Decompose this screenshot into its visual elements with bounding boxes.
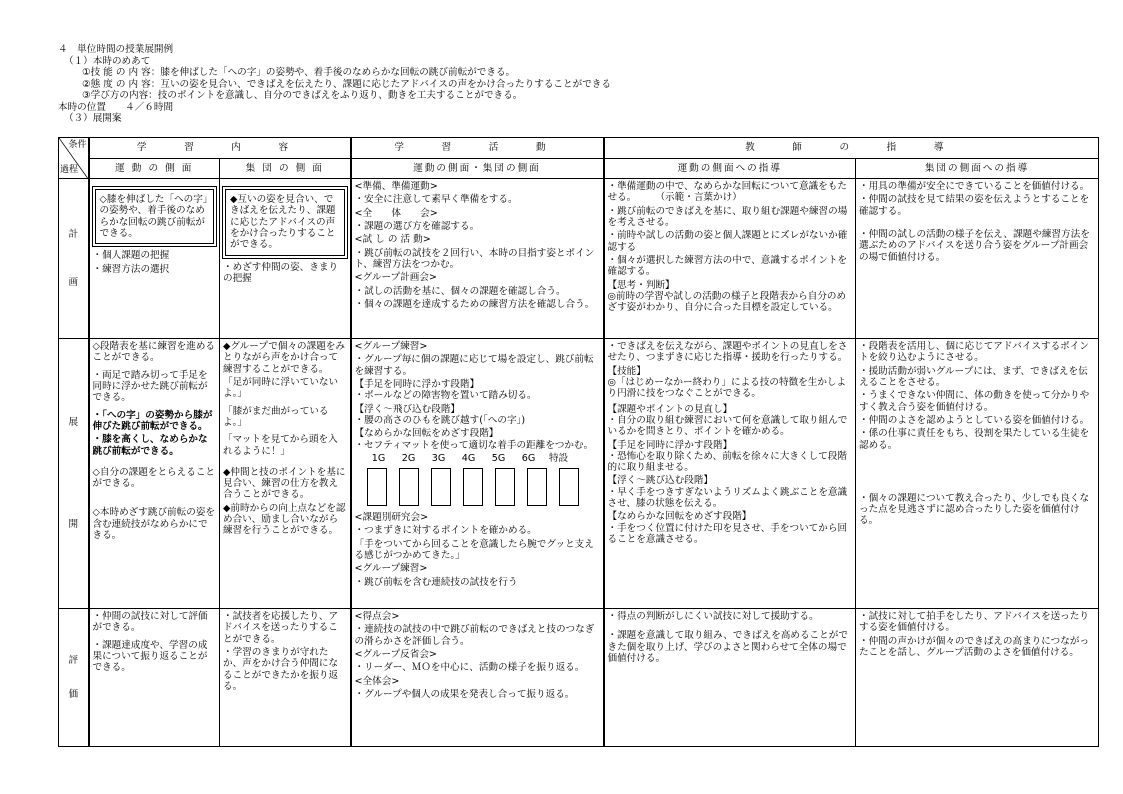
text-line: <試 し の 活 動> — [354, 234, 431, 246]
eval-motor-guidance — [604, 609, 856, 747]
text-line: ・準備運動の中で、なめらかな回転について意識をもたせる。 （示範・言葉かけ） — [607, 181, 847, 204]
plan-motor-content — [89, 179, 220, 339]
row-evaluation — [59, 609, 1099, 747]
header-group-aspect: 集 団 の 側 面 — [220, 159, 351, 179]
text-line: ・仲間の声かけが個々のできばえの高まりにつながったことを話し、グループ活動のよさを価値付ける。 — [859, 635, 1090, 658]
corner-bottom-label: 過程 — [60, 165, 79, 176]
text-line: 【なめらかな回転をめざす段階】 — [354, 428, 499, 440]
text-line: ・個々が選択した練習方法の中で、意識するポイントを確認する。 — [607, 254, 848, 278]
text-line: ・段階表を活用し、個に応じてアドバイスするポイントを絞り込むようにさせる。 — [859, 341, 1089, 364]
plan-motor-item: ・練習方法の選択 — [92, 263, 170, 275]
header-learning-activity: 学 習 活 動 — [351, 138, 604, 159]
text-line: 開 — [68, 518, 79, 530]
plan-group-guidance — [856, 179, 1099, 339]
plan-motor-item: ・個人課題の把握 — [92, 250, 170, 262]
text-line: 【浮く～跳び込む段階】 — [607, 475, 714, 487]
plan-motor-goal-box: ◇膝を伸ばした「への字」の姿勢や、着手後のなめらかな回転の跳び前転ができる。 — [95, 189, 215, 244]
text-line: ・仲間の試技を見て結果の姿を伝えようとすることを確認する。 — [859, 194, 1090, 217]
lesson-plan-table — [58, 137, 1099, 747]
dev-motor-content — [89, 339, 220, 609]
text-line: <準備、準備運動> — [354, 181, 438, 192]
plan-group-content — [220, 179, 351, 339]
document-header — [58, 44, 1098, 125]
text-line: <グループ計画会> — [354, 272, 437, 284]
header-learning-content: 学 習 内 容 — [89, 138, 351, 159]
dev-group-content — [220, 339, 351, 609]
text-line: ◆仲間と技のポイントを基に見合い、練習の仕方を教え合うことができる。 — [223, 466, 346, 501]
text-line: ・つまずきに対するポイントを確かめる。 — [354, 525, 537, 537]
text-line: ・試しの活動を基に、個々の課題を確認し合う。 — [354, 285, 566, 297]
grade-labels — [355, 453, 600, 464]
text-line: ◎前時の学習や試しの活動の様子と段階表から自分のめざす姿がわかり、自分に合った目標を設定している。 — [607, 290, 847, 314]
text-line: ◎「はじめーなかー終わり」による技の特徴を生かしより円滑に技をつなぐことができる。 — [607, 376, 847, 400]
text-line: <グループ練習> — [354, 563, 428, 575]
text-line: ・課題の選び方を確認する。 — [354, 220, 480, 232]
text-line: 【浮く～飛び込む段階】 — [354, 403, 461, 415]
text-line: <グループ反省会> — [354, 648, 437, 660]
grade-label: 1G — [371, 452, 386, 464]
text-line: 「手をついてから回ることを意識したら腕でグッと支える感じがつかめてきた。」 — [354, 538, 594, 562]
lesson-position: 本時の位置 ４／６時間 — [58, 101, 174, 113]
corner-top-label: 条件 — [68, 140, 87, 150]
goal-attitude: ②態 度 の 内 容：互いの姿を見合い、できばえを伝えたり、課題に応じたアドバイスの声をかけ合ったりすることができる — [82, 78, 611, 90]
text-line: ・前時や試しの活動の姿と個人課題とにズレがないか確認する — [607, 230, 848, 253]
text-line: ◇自分の課題をとらえることができる。 — [92, 466, 216, 490]
section-title: ４ 単位時間の授業展開例 — [58, 44, 174, 55]
text-line: 「足が同時に浮いていないよ。」 — [223, 376, 339, 400]
text-line: ・安全に注意して素早く準備をする。 — [354, 194, 518, 206]
text-line: ・個々の課題について教え合ったり、少しでも良くなった点を見逃さずに認め合ったりした姿を価値付ける。 — [859, 492, 1090, 527]
text-line: 「膝がまだ曲がっているよ。」 — [223, 405, 329, 428]
text-line: ・両足で踏み切って手足を同時に浮かせた跳び前転ができる。 — [92, 369, 208, 404]
header-teacher-guidance: 教 師 の 指 導 — [604, 138, 1099, 159]
plan-heading: （３）展開案 — [64, 113, 122, 124]
text-line: <全体会> — [354, 675, 400, 687]
text-line: 価 — [68, 688, 79, 700]
text-line: <得点会> — [354, 611, 400, 622]
text-line: ・学習のきまりが守れたか、声をかけ合う仲間になることができたかを振り返る。 — [223, 646, 339, 692]
text-line: ・仲間の試技に対して評価ができる。 — [92, 611, 208, 634]
grade-label: 5G — [491, 452, 506, 464]
header-motor-group-aspect: 運動の側面・集団の側面 — [351, 159, 604, 179]
text-line: 【課題やポイントの見直し】 — [607, 403, 733, 415]
station-box — [495, 468, 515, 506]
text-line: ・課題を意識して取り組み、できばえを高めることができた個を取り上げ、学びのよさと関わらせて全体の場で価値付ける。 — [607, 630, 848, 664]
grade-label: 2G — [401, 452, 416, 464]
station-box — [431, 468, 451, 506]
eval-group-content — [220, 609, 351, 747]
row-label-evaluation — [59, 609, 89, 747]
text-line: ・跳び前転の試技を２回行い、本時の目指す姿とポイント、練習方法をつかむ。 — [354, 247, 595, 270]
text-line: 【思考・判断】 — [607, 279, 675, 291]
text-line: ・グループ毎に個の課題に応じて場を設定し、跳び前転を練習する。 — [354, 354, 594, 377]
header-motor-aspect: 運 動 の 側 面 — [89, 159, 220, 179]
grade-label: 4G — [461, 452, 476, 464]
text-line: ・恐怖心を取り除くため、前転を徐々に大きくして段階的に取り組ませる。 — [607, 450, 847, 474]
row-development — [59, 339, 1099, 609]
text-line: ・個々の課題を達成するための練習方法を確認し合う。 — [354, 298, 595, 310]
text-line: ・仲間の試しの活動の様子を伝え、課題や練習方法を選ぶためのアドバイスを送り合う姿をグループ計画会の場で価値付ける。 — [859, 228, 1090, 263]
plan-motor-guidance — [604, 179, 856, 339]
plan-activity — [351, 179, 604, 339]
text-line: ◇本時めざす跳び前転の姿を含む連続技がなめらかにできる。 — [92, 507, 216, 542]
text-line: ・「への字」の姿勢から膝が伸びた跳び前転ができる。 — [92, 409, 213, 432]
text-line: 「マットを見てから頭を入れるように！」 — [223, 434, 338, 457]
eval-motor-content — [89, 609, 220, 747]
eval-activity — [351, 609, 604, 747]
eval-group-guidance — [856, 609, 1099, 747]
plan-group-goal-box: ◆互いの姿を見合い、できばえを伝えたり、課題に応じたアドバイスの声をかけ合ったりすることができる。 — [225, 189, 345, 256]
dev-activity — [351, 339, 604, 609]
text-line: ・連続技の試技の中で跳び前転のできばえと技のつなぎの滑らかさを評価し合う。 — [354, 624, 595, 647]
text-line: <全 体 会> — [354, 207, 438, 219]
text-line: ・セフティマットを使って適切な着手の距離をつかむ。 — [354, 439, 594, 451]
text-line: ・試技に対して拍手をしたり、アドバイスを送ったりする姿を価値付ける。 — [859, 611, 1089, 634]
text-line: ・うまくできない仲間に、体の動きを使って分かりやすく教え合う姿を価値付ける。 — [859, 390, 1090, 413]
text-line: ・手をつく位置に付けた印を見させ、手をついてから回ることを意識させる。 — [607, 522, 848, 545]
text-line: 【技能】 — [607, 365, 646, 377]
text-line: 【手足を同時に浮かす段階】 — [354, 378, 480, 390]
row-label-development — [59, 339, 89, 609]
text-line: 【手足を同時に浮かす段階】 — [607, 439, 733, 451]
text-line: ・早く手をつきすぎないようリズムよく跳ぶことを意識させ、膝の状態を伝える。 — [607, 486, 848, 510]
text-line: 展 — [68, 417, 79, 429]
grade-label: 特設 — [548, 452, 569, 464]
goal-skill: ①技 能 の 内 容：膝を伸ばした「への字」の姿勢や、着手後のなめらかな回転の跳び前転ができる。 — [82, 67, 516, 78]
text-line: ・跳び前転を含む連続技の試技を行う — [354, 576, 518, 588]
text-line: ・仲間のよさを認めようとしている姿を価値付ける。 — [859, 414, 1090, 426]
text-line: <課題別研究会> — [354, 512, 429, 524]
station-box — [399, 468, 419, 506]
text-line: ・ボールなどの障害物を置いて踏み切る。 — [354, 390, 537, 402]
header-group-guidance: 集団の側面への指導 — [856, 159, 1099, 179]
text-line: ◆前時からの向上点などを認め合い、励まし合いながら練習を行うことができる。 — [223, 502, 346, 537]
text-line: ・係の仕事に責任をもち、役割を果たしている生徒を認める。 — [859, 428, 1090, 451]
text-line: ・課題達成度や、学習の成果について振り返ることができる。 — [92, 639, 208, 674]
row-plan — [59, 179, 1099, 339]
corner-cell — [59, 138, 89, 179]
station-box — [527, 468, 547, 506]
text-line: ・グループや個人の成果を発表し合って振り返る。 — [354, 688, 575, 700]
plan-group-item: ・めざす仲間の姿、きまりの把握 — [223, 261, 339, 284]
text-line: ・腰の高さのひもを跳び越す(「への字」) — [354, 414, 526, 426]
text-line: ・跳び前転のできばえを基に、取り組む課題や練習の場を考えさせる。 — [607, 205, 848, 228]
text-line: <グループ練習> — [354, 341, 428, 352]
text-line: ・リーダー、ＭＯを中心に、活動の様子を振り返る。 — [354, 662, 585, 674]
text-line: 計 — [68, 229, 79, 241]
row-label-plan — [59, 179, 89, 339]
grade-label: 6G — [521, 452, 536, 464]
station-box — [463, 468, 483, 506]
text-line: ・用具の準備が安全にできていることを価値付ける。 — [859, 181, 1090, 192]
text-line: ・試技者を応援したり、アドバイスを送ったりすることができる。 — [223, 611, 339, 645]
goal-heading: （１）本時のめあて — [64, 55, 151, 67]
station-box — [367, 468, 387, 506]
dev-group-guidance — [856, 339, 1099, 609]
text-line: ・援助活動が弱いグループには、まず、できばえを伝えることをさせる。 — [859, 365, 1088, 388]
text-line: 画 — [68, 276, 79, 288]
header-motor-guidance: 運動の側面への指導 — [604, 159, 856, 179]
text-line: ◇段階表を基に練習を進めることができる。 — [92, 341, 216, 364]
dev-motor-guidance — [604, 339, 856, 609]
station-box — [559, 468, 579, 506]
text-line: ・得点の判断がしにくい試技に対して援助する。 — [607, 611, 819, 622]
text-line: ・膝を高くし、なめらかな跳び前転ができる。 — [92, 434, 208, 457]
text-line: ・できばえを伝えながら、課題やポイントの見直しをさせたり、つまずきに応じた指導・援助を行ったりする。 — [607, 341, 848, 364]
text-line: ・自分の取り組む練習において何を意識して取り組んでいるかを問きとり、ポイントを確かめる。 — [607, 414, 848, 438]
text-line: ◆グループで個々の課題をみとりながら声をかけ合って練習することができる。 — [223, 341, 346, 375]
goal-learning: ③学び方の内容：技のポイントを意識し、自分のできばえをふり返り、動きを工夫することができる。 — [82, 90, 523, 101]
text-line: 評 — [68, 655, 79, 667]
grade-station-boxes — [355, 468, 600, 506]
text-line: 【なめらかな回転をめざす段階】 — [607, 511, 752, 523]
grade-label: 3G — [431, 452, 446, 464]
